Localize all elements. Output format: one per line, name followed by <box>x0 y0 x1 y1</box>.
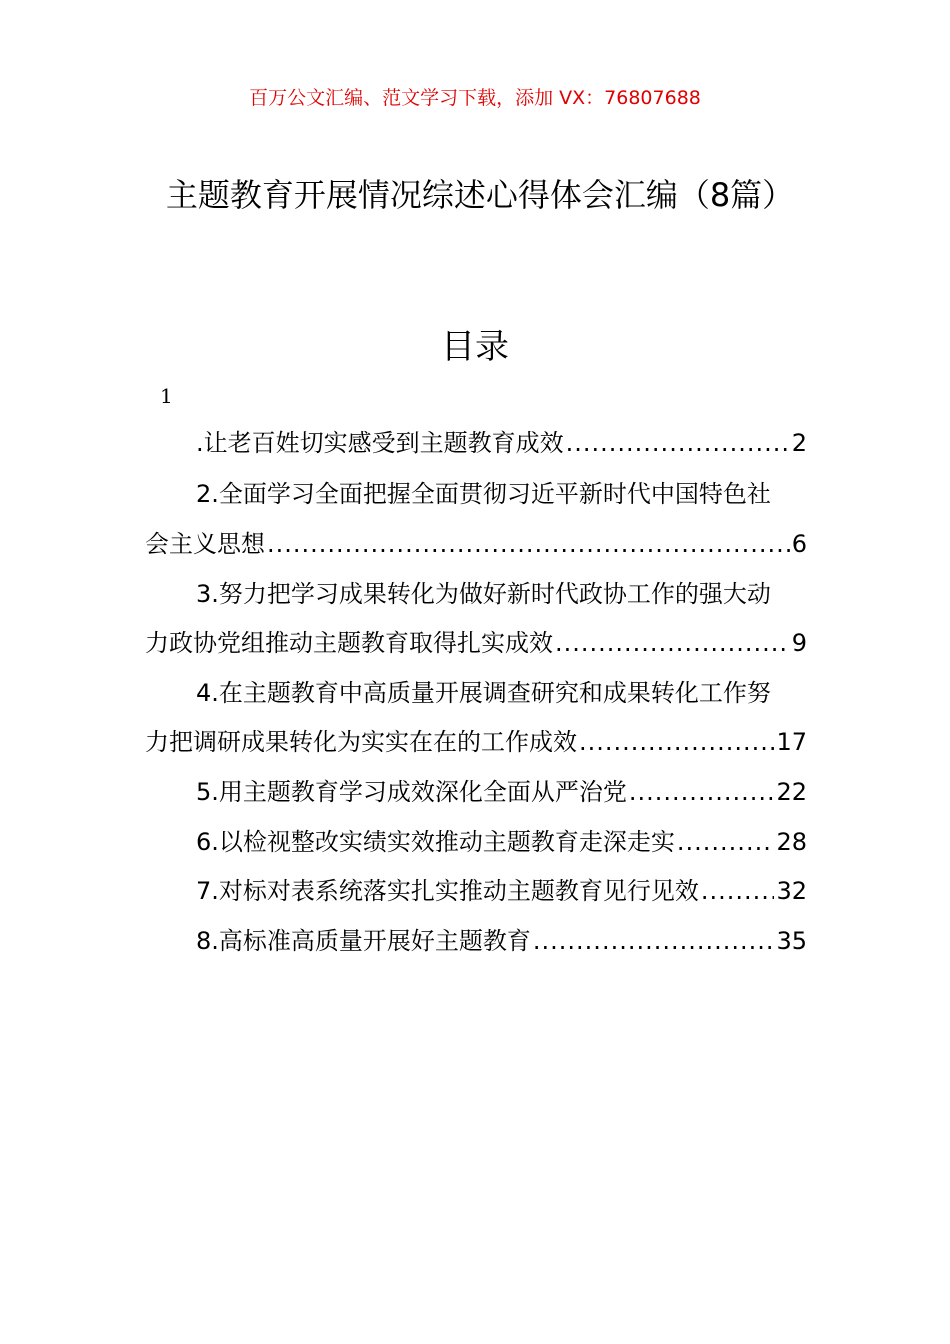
page-marker: 1 <box>160 384 173 408</box>
toc-leader <box>555 626 790 660</box>
toc-entry-1[interactable] <box>196 426 807 460</box>
toc-entry-5-page: 22 <box>776 778 807 806</box>
toc-entry-7-title: 7.对标对表系统落实扎实推动主题教育见行见效 <box>196 877 699 905</box>
toc-leader <box>267 527 790 561</box>
toc-entry-2[interactable] <box>196 477 807 511</box>
toc-entry-3[interactable] <box>196 577 807 611</box>
toc-leader <box>566 426 790 460</box>
toc-entry-6-page: 28 <box>776 828 807 856</box>
toc-entry-1-page: 2 <box>791 429 807 457</box>
toc-heading: 目录 <box>441 327 509 367</box>
header-note: 百万公文汇编、范文学习下载，添加 VX：76807688 <box>249 87 701 109</box>
toc-leader <box>701 874 775 908</box>
toc-entry-4-title-line2: 力把调研成果转化为实实在在的工作成效 <box>145 728 577 756</box>
toc-entry-4-title-line1: 4.在主题教育中高质量开展调查研究和成果转化工作努 <box>196 679 771 707</box>
toc-entry-1-title: .让老百姓切实感受到主题教育成效 <box>196 429 564 457</box>
toc-leader <box>579 725 774 759</box>
toc-entry-5-title: 5.用主题教育学习成效深化全面从严治党 <box>196 778 627 806</box>
toc-entry-5[interactable] <box>196 775 807 809</box>
toc-entry-8-page: 35 <box>776 927 807 955</box>
toc-entry-4[interactable] <box>196 676 807 710</box>
toc-entry-2-page: 6 <box>791 530 807 558</box>
toc-leader <box>629 775 775 809</box>
toc-entry-6-title: 6.以检视整改实绩实效推动主题教育走深走实 <box>196 828 675 856</box>
toc-entry-3-page: 9 <box>791 629 807 657</box>
toc-leader <box>677 825 775 859</box>
toc-entry-8[interactable] <box>196 924 807 958</box>
toc-entry-6[interactable] <box>196 825 807 859</box>
document-title: 主题教育开展情况综述心得体会汇编（8篇） <box>165 176 795 214</box>
toc-leader <box>533 924 775 958</box>
toc-entry-4-page: 17 <box>776 728 807 756</box>
toc-entry-4-continued[interactable] <box>145 725 807 759</box>
toc-entry-7-page: 32 <box>776 877 807 905</box>
toc-entry-2-title-line1: 2.全面学习全面把握全面贯彻习近平新时代中国特色社 <box>196 480 771 508</box>
toc-entry-8-title: 8.高标准高质量开展好主题教育 <box>196 927 531 955</box>
toc-entry-7[interactable] <box>196 874 807 908</box>
toc-entry-3-title-line1: 3.努力把学习成果转化为做好新时代政协工作的强大动 <box>196 580 771 608</box>
toc-entry-2-continued[interactable] <box>145 527 807 561</box>
toc-entry-3-title-line2: 力政协党组推动主题教育取得扎实成效 <box>145 629 553 657</box>
toc-entry-3-continued[interactable] <box>145 626 807 660</box>
toc-entry-2-title-line2: 会主义思想 <box>145 530 265 558</box>
